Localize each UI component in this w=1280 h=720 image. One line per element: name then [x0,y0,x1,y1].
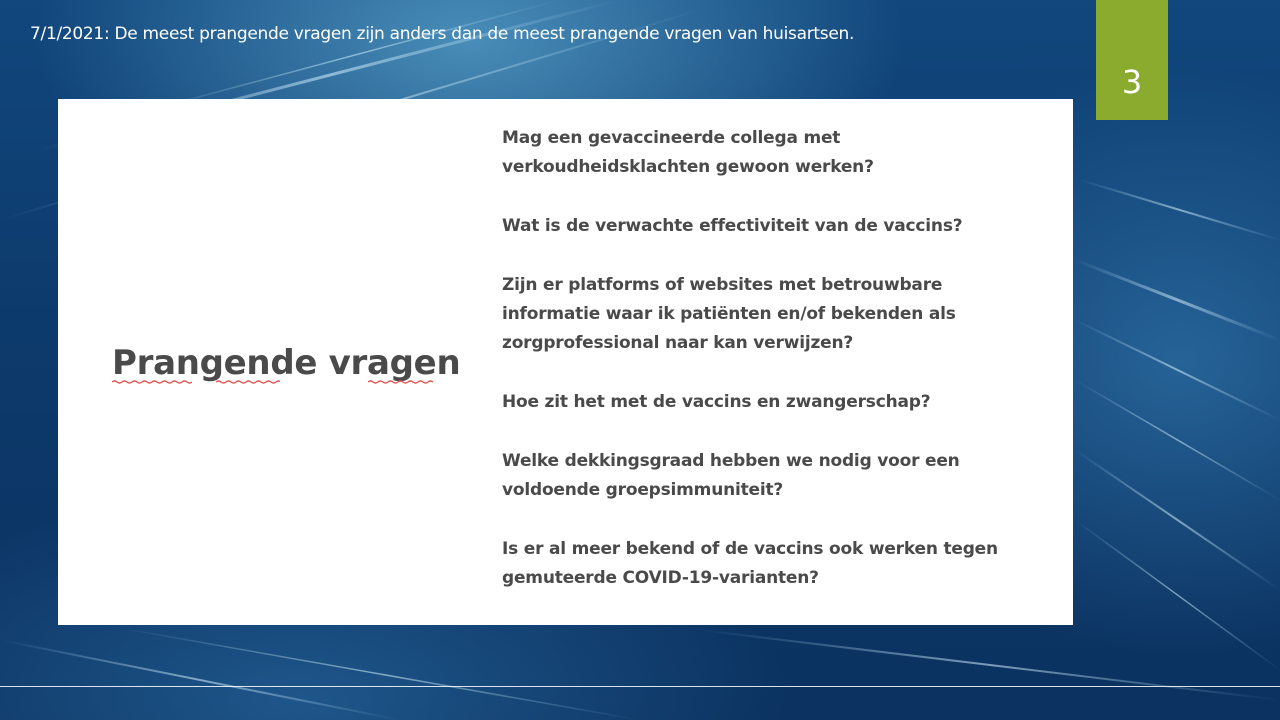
question-item: Is er al meer bekend of de vaccins ook werken tegen gemuteerde COVID-19-varianten? [502,539,998,588]
spellcheck-underline-3 [368,380,434,384]
slide-title: 7/1/2021: De meest prangende vragen zijn anders dan de meest prangende vragen van huisartsen. [30,24,855,44]
question-item: Wat is de verwachte effectiviteit van de vaccins? [502,216,963,236]
question-item: Hoe zit het met de vaccins en zwangerschap? [502,392,931,412]
page-number-badge [1096,0,1168,120]
question-item: Welke dekkingsgraad hebben we nodig voor een voldoende groepsimmuniteit? [502,451,960,500]
question-item: Zijn er platforms of websites met betrouwbare informatie waar ik patiënten en/of bekenden als zorgprofessional naar kan verwijzen? [502,275,956,353]
content-card [58,99,1073,625]
card-heading: Prangende vragen [112,343,461,383]
spellcheck-underline-1 [112,380,192,384]
question-item: Mag een gevaccineerde collega met verkoudheidsklachten gewoon werken? [502,128,874,177]
question-list [502,124,1042,623]
footer-divider [0,686,1280,687]
page-number: 3 [1121,63,1143,101]
spellcheck-underline-2 [216,380,280,384]
